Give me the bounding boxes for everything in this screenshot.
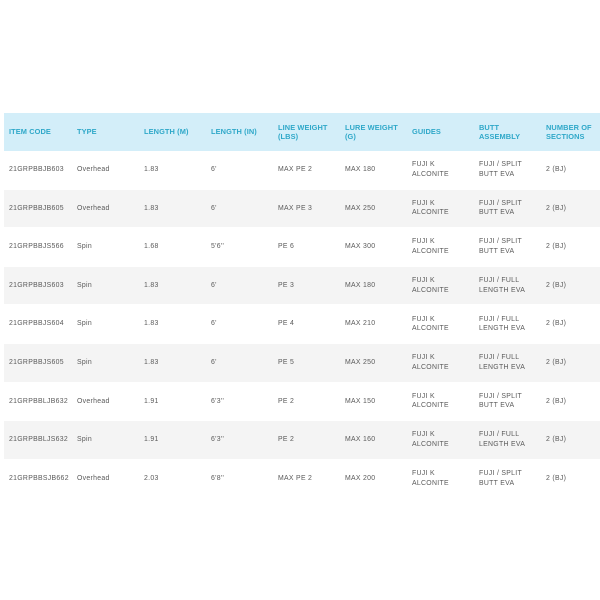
column-header-item-code: ITEM CODE (4, 113, 72, 151)
cell-type: Spin (72, 305, 139, 344)
cell-number-of-sections: 2 (BJ) (541, 343, 600, 382)
cell-length-in: 6' (206, 151, 273, 189)
cell-guides: FUJI K ALCONITE (407, 382, 474, 421)
cell-item-code: 21GRPBBJS603 (4, 266, 72, 305)
cell-lure-weight: MAX 250 (340, 343, 407, 382)
cell-item-code: 21GRPBBJS604 (4, 305, 72, 344)
cell-type: Overhead (72, 151, 139, 189)
cell-guides: FUJI K ALCONITE (407, 228, 474, 267)
cell-item-code: 21GRPBBLJS632 (4, 421, 72, 460)
cell-butt-assembly: FUJI / FULL LENGTH EVA (474, 305, 541, 344)
cell-type: Spin (72, 421, 139, 460)
cell-number-of-sections: 2 (BJ) (541, 151, 600, 189)
cell-type: Spin (72, 266, 139, 305)
cell-line-weight: PE 6 (273, 228, 340, 267)
table-row (4, 228, 600, 267)
cell-butt-assembly: FUJI / SPLIT BUTT EVA (474, 228, 541, 267)
cell-line-weight: PE 3 (273, 266, 340, 305)
cell-guides: FUJI K ALCONITE (407, 343, 474, 382)
cell-number-of-sections: 2 (BJ) (541, 189, 600, 228)
cell-item-code: 21GRPBBSJB662 (4, 459, 72, 498)
cell-lure-weight: MAX 300 (340, 228, 407, 267)
cell-length-m: 1.83 (139, 343, 206, 382)
cell-butt-assembly: FUJI / FULL LENGTH EVA (474, 266, 541, 305)
cell-type: Overhead (72, 459, 139, 498)
column-header-length-in: LENGTH (IN) (206, 113, 273, 151)
cell-length-m: 1.68 (139, 228, 206, 267)
cell-butt-assembly: FUJI / FULL LENGTH EVA (474, 421, 541, 460)
cell-line-weight: MAX PE 2 (273, 151, 340, 189)
cell-number-of-sections: 2 (BJ) (541, 228, 600, 267)
cell-lure-weight: MAX 210 (340, 305, 407, 344)
cell-lure-weight: MAX 180 (340, 266, 407, 305)
column-header-butt-assembly: BUTT ASSEMBLY (474, 113, 541, 151)
cell-type: Spin (72, 343, 139, 382)
cell-length-m: 1.91 (139, 382, 206, 421)
column-header-guides: GUIDES (407, 113, 474, 151)
cell-lure-weight: MAX 180 (340, 151, 407, 189)
cell-line-weight: PE 5 (273, 343, 340, 382)
cell-length-m: 1.91 (139, 421, 206, 460)
table-row (4, 151, 600, 189)
cell-item-code: 21GRPBBJS605 (4, 343, 72, 382)
cell-type: Overhead (72, 382, 139, 421)
column-header-line-weight: LINE WEIGHT (LBS) (273, 113, 340, 151)
table-row (4, 343, 600, 382)
cell-length-m: 1.83 (139, 266, 206, 305)
cell-length-in: 5'6'' (206, 228, 273, 267)
cell-length-in: 6' (206, 189, 273, 228)
cell-length-in: 6' (206, 343, 273, 382)
cell-lure-weight: MAX 250 (340, 189, 407, 228)
cell-butt-assembly: FUJI / SPLIT BUTT EVA (474, 151, 541, 189)
cell-lure-weight: MAX 160 (340, 421, 407, 460)
header-row (4, 113, 600, 151)
cell-length-m: 1.83 (139, 151, 206, 189)
column-header-number-of-sections: NUMBER OF SECTIONS (541, 113, 600, 151)
table-row (4, 421, 600, 460)
rod-spec-table (4, 113, 600, 498)
table-body (4, 151, 600, 498)
cell-guides: FUJI K ALCONITE (407, 189, 474, 228)
cell-item-code: 21GRPBBLJB632 (4, 382, 72, 421)
cell-guides: FUJI K ALCONITE (407, 459, 474, 498)
cell-guides: FUJI K ALCONITE (407, 266, 474, 305)
column-header-lure-weight: LURE WEIGHT (G) (340, 113, 407, 151)
cell-line-weight: PE 4 (273, 305, 340, 344)
cell-number-of-sections: 2 (BJ) (541, 421, 600, 460)
cell-length-m: 2.03 (139, 459, 206, 498)
cell-line-weight: MAX PE 2 (273, 459, 340, 498)
cell-length-in: 6'8'' (206, 459, 273, 498)
cell-length-in: 6' (206, 266, 273, 305)
cell-number-of-sections: 2 (BJ) (541, 382, 600, 421)
cell-lure-weight: MAX 150 (340, 382, 407, 421)
table-row (4, 382, 600, 421)
cell-line-weight: PE 2 (273, 382, 340, 421)
cell-butt-assembly: FUJI / SPLIT BUTT EVA (474, 382, 541, 421)
cell-length-in: 6'3'' (206, 421, 273, 460)
cell-length-m: 1.83 (139, 189, 206, 228)
cell-number-of-sections: 2 (BJ) (541, 305, 600, 344)
cell-item-code: 21GRPBBJB605 (4, 189, 72, 228)
cell-type: Overhead (72, 189, 139, 228)
cell-butt-assembly: FUJI / SPLIT BUTT EVA (474, 459, 541, 498)
table-row (4, 189, 600, 228)
cell-type: Spin (72, 228, 139, 267)
table-row (4, 305, 600, 344)
cell-guides: FUJI K ALCONITE (407, 305, 474, 344)
table-row (4, 459, 600, 498)
cell-butt-assembly: FUJI / FULL LENGTH EVA (474, 343, 541, 382)
cell-item-code: 21GRPBBJS566 (4, 228, 72, 267)
cell-length-in: 6' (206, 305, 273, 344)
cell-butt-assembly: FUJI / SPLIT BUTT EVA (474, 189, 541, 228)
cell-length-in: 6'3'' (206, 382, 273, 421)
cell-guides: FUJI K ALCONITE (407, 151, 474, 189)
column-header-length-m: LENGTH (M) (139, 113, 206, 151)
cell-line-weight: MAX PE 3 (273, 189, 340, 228)
cell-line-weight: PE 2 (273, 421, 340, 460)
cell-length-m: 1.83 (139, 305, 206, 344)
column-header-type: TYPE (72, 113, 139, 151)
cell-number-of-sections: 2 (BJ) (541, 266, 600, 305)
cell-number-of-sections: 2 (BJ) (541, 459, 600, 498)
cell-guides: FUJI K ALCONITE (407, 421, 474, 460)
table-row (4, 266, 600, 305)
cell-lure-weight: MAX 200 (340, 459, 407, 498)
cell-item-code: 21GRPBBJB603 (4, 151, 72, 189)
table-header (4, 113, 600, 151)
